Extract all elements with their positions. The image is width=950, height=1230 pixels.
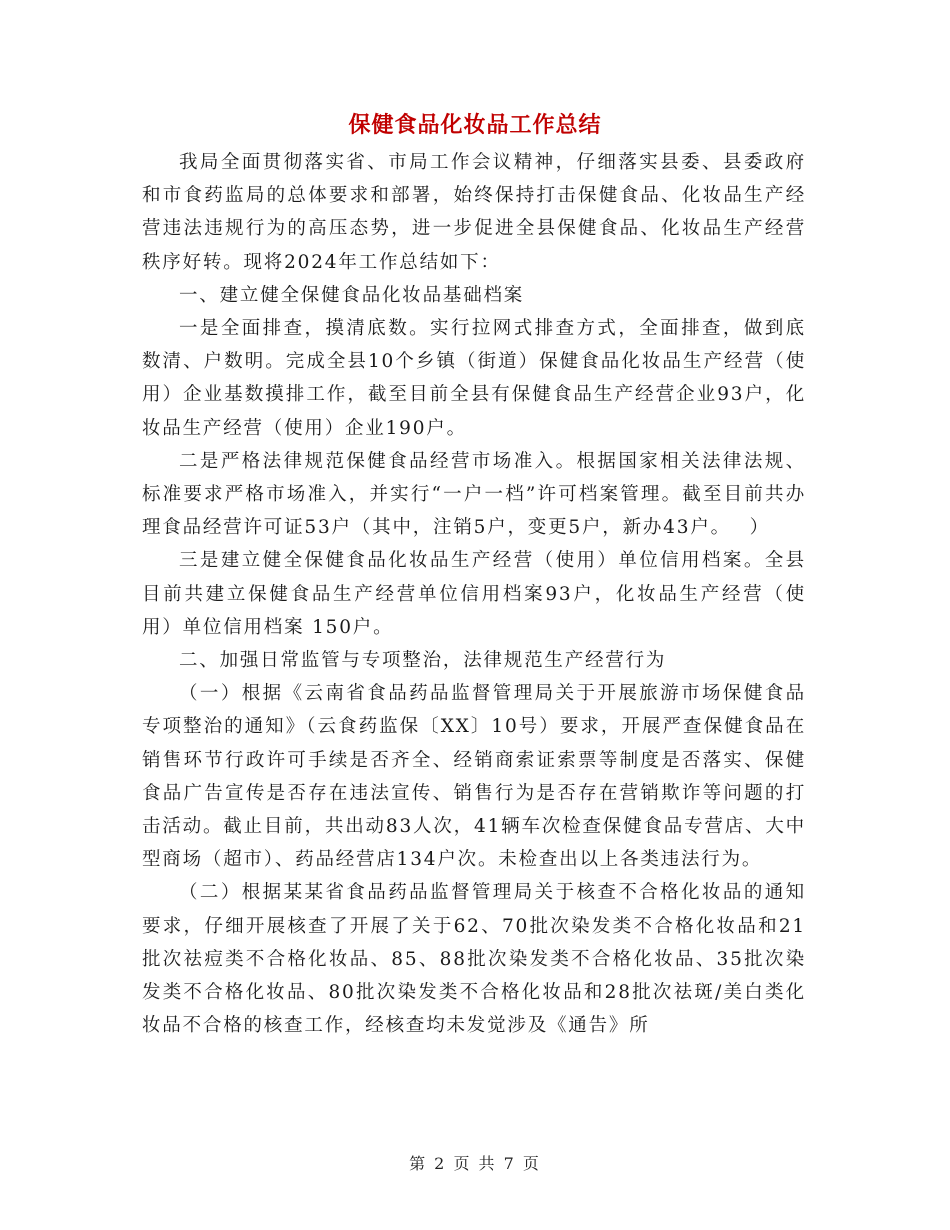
intro-paragraph: 我局全面贯彻落实省、市局工作会议精神，仔细落实县委、县委政府和市食药监局的总体要求和部署，始终保持打击保健食品、化妆品生产经营违法违规行为的高压态势，进一步促进全县保健食品、化妆品生产经营秩序好转。现将2024年工作总结如下： [142, 152, 806, 273]
body-paragraph: （一）根据《云南省食品药品监督管理局关于开展旅游市场保健食品专项整治的通知》（云食药监保〔XX〕10号）要求，开展严查保健食品在销售环节行政许可手续是否齐全、经销商索证索票等制度是否落实、保健食品广告宣传是否存在违法宣传、销售行为是否存在营销欺诈等问题的打击活动。截止目前，共出动83人次，41辆车次检查保健食品专营店、大中型商场（超市）、药品经营店134户次。未检查出以上各类违法行为。 [142, 683, 806, 871]
body-paragraph: （二）根据某某省食品药品监督管理局关于核查不合格化妆品的通知要求，仔细开展核查了开展了关于62、70批次染发类不合格化妆品和21批次祛痘类不合格化妆品、85、88批次染发类不合格化妆品、35批次染发类不合格化妆品、80批次染发类不合格化妆品和28批次祛斑/美白类化妆品不合格的核查工作，经核查均未发觉涉及《通告》所 [142, 882, 806, 1037]
document-title: 保健食品化妆品工作总结 [348, 112, 602, 138]
section-heading-1: 一、建立健全保健食品化妆品基础档案 [179, 284, 525, 306]
document-body [142, 146, 806, 1042]
section-heading-2: 二、加强日常监管与专项整治，法律规范生产经营行为 [179, 650, 667, 672]
body-paragraph: 三是建立健全保健食品化妆品生产经营（使用）单位信用档案。全县目前共建立保健食品生产经营单位信用档案93户，化妆品生产经营（使用）单位信用档案 150户。 [142, 550, 806, 638]
page-number-footer: 第 2 页 共 7 页 [409, 1154, 541, 1173]
body-paragraph: 一是全面排查，摸清底数。实行拉网式排查方式，全面排查，做到底数清、户数明。完成全县10个乡镇（街道）保健食品化妆品生产经营（使用）企业基数摸排工作，截至目前全县有保健食品生产经营企业93户，化妆品生产经营（使用）企业190户。 [142, 318, 806, 439]
body-paragraph: 二是严格法律规范保健食品经营市场准入。根据国家相关法律法规、标准要求严格市场准入，并实行“一户一档”许可档案管理。截至目前共办理食品经营许可证53户（其中，注销5户，变更5户，新办43户。 ） [142, 450, 806, 539]
